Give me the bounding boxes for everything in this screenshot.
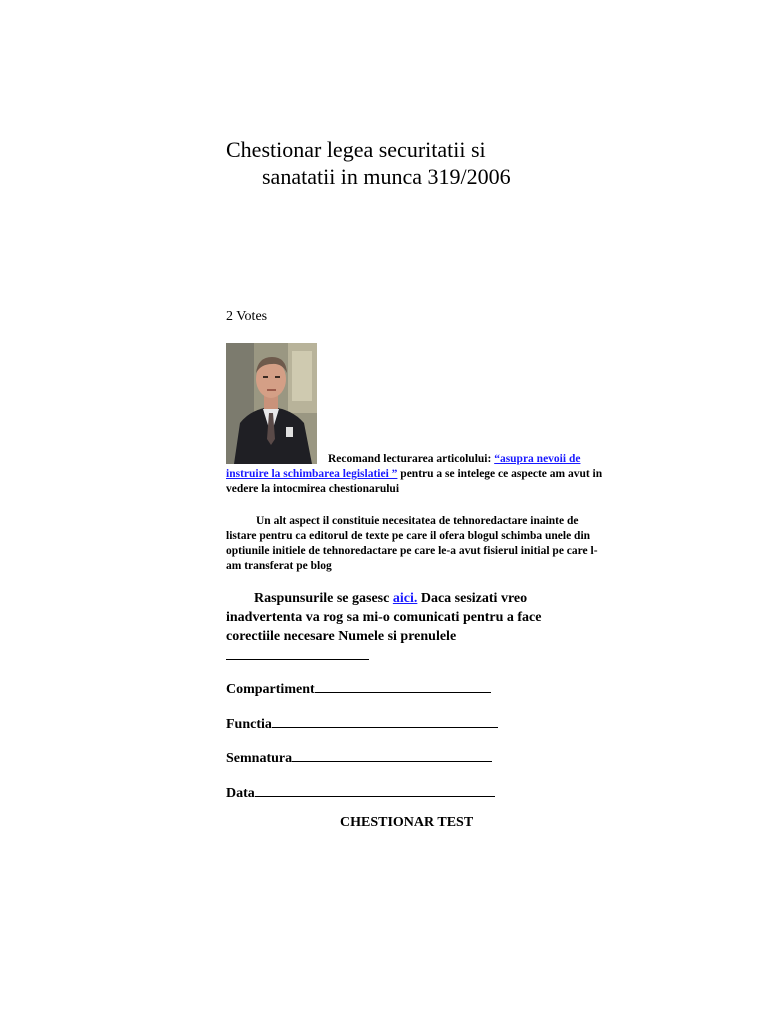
answers-link[interactable]: aici.: [392, 591, 418, 606]
recommend-paragraph: [226, 452, 606, 497]
formatting-note-text: Un alt aspect il constituie necesitatea de tehnoredactare inainte de listare pentru ca editorul de texte pe care il ofera blogul schimba unele din optiunile initiele de tehnoredactare pe care le-a avut fisierul initial pe care l-am transferat pe blog: [226, 515, 598, 572]
author-photo-image: [226, 343, 317, 464]
field-label: Data: [226, 786, 255, 801]
field-line[interactable]: [272, 713, 498, 728]
field-label: Functia: [226, 717, 272, 732]
field-line[interactable]: [292, 747, 492, 762]
field-compartiment: [226, 678, 491, 698]
field-line[interactable]: [315, 678, 491, 693]
field-label: Compartiment: [226, 682, 315, 697]
field-line[interactable]: [255, 782, 495, 797]
answers-tail-text: Daca sesizati vreo inadvertenta va rog sa mi-o comunicati pentru a face corectiile necesare Numele si prenulele: [226, 591, 542, 644]
title-line-1: Chestionar legea securitatii si: [226, 137, 486, 162]
article-link[interactable]: “asupra nevoii de instruire la schimbarea legislatiei ”: [226, 453, 581, 480]
field-label: Semnatura: [226, 751, 293, 766]
field-semnatura: [226, 747, 492, 767]
field-data: [226, 782, 495, 802]
name-fill-line[interactable]: [226, 646, 369, 660]
title-line-2: sanatatii in munca 319/2006: [262, 164, 511, 189]
test-heading: CHESTIONAR TEST: [340, 815, 474, 830]
votes-count: 2 Votes: [226, 309, 268, 324]
formatting-note-paragraph: [226, 514, 601, 574]
recommend-tail-text: pentru a se intelege ce aspecte am avut in vedere la intocmirea chestionarului: [226, 468, 603, 495]
document-title: [226, 136, 511, 190]
field-functia: [226, 713, 498, 733]
answers-paragraph: [226, 589, 586, 666]
answers-lead-text: Raspunsurile se gasesc: [254, 591, 393, 606]
recommend-lead-text: Recomand lecturarea articolului:: [328, 453, 492, 465]
author-photo: [226, 343, 317, 464]
